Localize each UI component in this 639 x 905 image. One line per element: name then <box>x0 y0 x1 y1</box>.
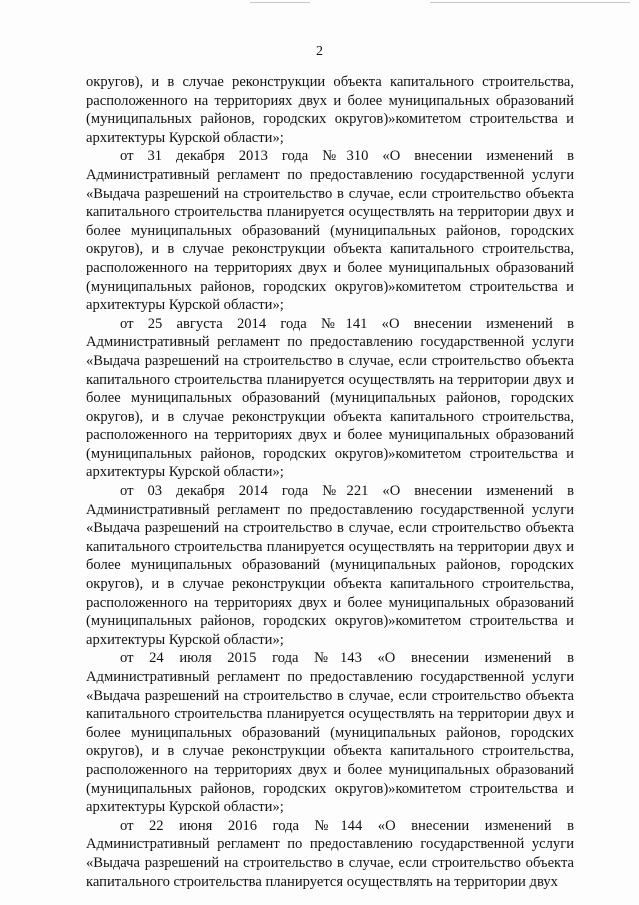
paragraph: от 31 декабря 2013 года №310 «О внесении изменений в Административный регламент по предоставлению государственной услуги «Выдача разрешений на строительство в случае, если строительство объекта капитального строительства планируется осуществлять на территории двух и более муниципальных образований (муниципальных районов, городских округов), и в случае реконструкции объекта капитального строительства, расположенного на территориях двух и более муниципальных образований (муниципальных районов, городских округов)»комитетом строительства и архитектуры Курской области»; <box>86 148 574 314</box>
scan-artifact-line <box>430 2 630 3</box>
paragraph: от 22 июня 2016 года №144 «О внесении изменений в Административный регламент по предоставлению государственной услуги «Выдача разрешений на строительство в случае, если строительство объекта капитального строительства планируется осуществлять на территории двух <box>86 817 574 890</box>
document-body <box>86 73 574 891</box>
paragraph: округов), и в случае реконструкции объекта капитального строительства, расположенного на территориях двух и более муниципальных образований (муниципальных районов, городских округов)»комитетом строительства и архитектуры Курской области»; <box>86 74 574 146</box>
paragraph: от 24 июля 2015 года №143 «О внесении изменений в Административный регламент по предоставлению государственной услуги «Выдача разрешений на строительство в случае, если строительство объекта капитального строительства планируется осуществлять на территории двух и более муниципальных образований (муниципальных районов, городских округов), и в случае реконструкции объекта капитального строительства, расположенного на территориях двух и более муниципальных образований (муниципальных районов, городских округов)»комитетом строительства и архитектуры Курской области»; <box>86 650 574 816</box>
paragraph: от 25 августа 2014 года №141 «О внесении изменений в Административный регламент по предоставлению государственной услуги «Выдача разрешений на строительство в случае, если строительство объекта капитального строительства планируется осуществлять на территории двух и более муниципальных образований (муниципальных районов, городских округов), и в случае реконструкции объекта капитального строительства, расположенного на территориях двух и более муниципальных образований (муниципальных районов, городских округов)»комитетом строительства и архитектуры Курской области»; <box>86 315 574 481</box>
paragraph: от 03 декабря 2014 года №221 «О внесении изменений в Административный регламент по предоставлению государственной услуги «Выдача разрешений на строительство в случае, если строительство объекта капитального строительства планируется осуществлять на территории двух и более муниципальных образований (муниципальных районов, городских округов), и в случае реконструкции объекта капитального строительства, расположенного на территориях двух и более муниципальных образований (муниципальных районов, городских округов)»комитетом строительства и архитектуры Курской области»; <box>86 483 574 648</box>
scan-artifact-line <box>250 2 310 3</box>
page-number: 2 <box>316 44 323 59</box>
